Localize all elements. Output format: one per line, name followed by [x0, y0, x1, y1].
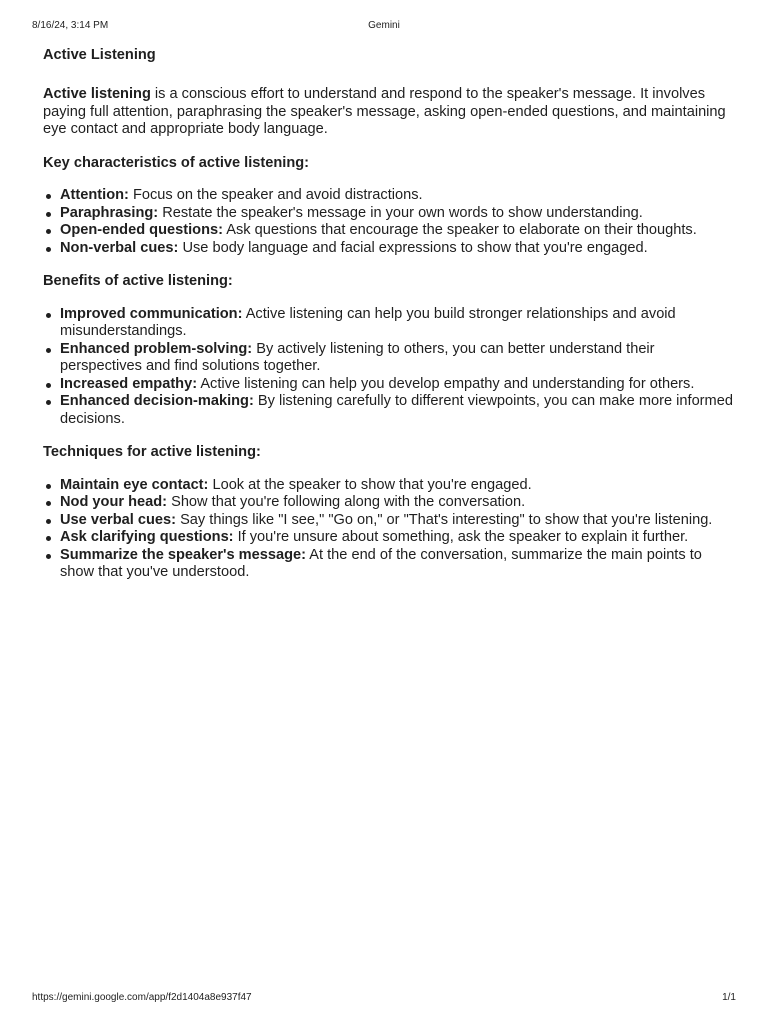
- list-item-term: Maintain eye contact:: [60, 476, 209, 493]
- key-characteristics-list: [43, 187, 733, 257]
- list-item: [60, 529, 733, 547]
- list-item-term: Paraphrasing:: [60, 204, 159, 221]
- bullet-icon: [46, 554, 51, 559]
- list-item-text: Ask questions that encourage the speaker to elaborate on their thoughts.: [222, 222, 697, 238]
- list-item: [60, 205, 733, 223]
- list-item-term: Enhanced problem-solving:: [60, 340, 253, 357]
- benefits-list: [43, 306, 733, 429]
- list-item: [60, 393, 733, 428]
- list-item-text: Focus on the speaker and avoid distractions.: [128, 187, 423, 203]
- list-item: [60, 306, 733, 341]
- list-item-term: Increased empathy:: [60, 375, 198, 392]
- bullet-icon: [46, 229, 51, 234]
- list-item-term: Use verbal cues:: [60, 511, 177, 528]
- list-item-term: Attention:: [60, 187, 129, 203]
- list-item: [60, 477, 733, 495]
- list-item-text: Look at the speaker to show that you're engaged.: [208, 476, 532, 493]
- bullet-icon: [46, 247, 51, 252]
- list-item-text: By listening carefully to different viewpoints, you can make more informed decisions.: [60, 393, 733, 427]
- section-heading-techniques: Techniques for active listening:: [43, 444, 261, 460]
- print-footer-page-number: 1/1: [722, 992, 736, 1003]
- list-item: [60, 240, 733, 258]
- section-heading-key-characteristics: Key characteristics of active listening:: [43, 154, 310, 171]
- intro-text: is a conscious effort to understand and respond to the speaker's message. It involves paying full attention, paraphrasing the speaker's message, asking open-ended questions, and maintaining eye contact and appropriate body language.: [43, 86, 726, 137]
- list-item: [60, 376, 733, 394]
- list-item: [60, 547, 733, 582]
- bullet-icon: [46, 400, 51, 405]
- list-item-text: If you're unsure about something, ask the speaker to explain it further.: [233, 529, 689, 545]
- print-header-title: Gemini: [368, 20, 400, 31]
- list-item-text: By actively listening to others, you can better understand their perspectives and find solutions together.: [60, 340, 655, 374]
- bullet-icon: [46, 501, 51, 506]
- section-heading-benefits: Benefits of active listening:: [43, 273, 233, 289]
- list-item-text: Say things like "I see," "Go on," or "That's interesting" to show that you're listening.: [176, 511, 713, 528]
- list-item-text: Use body language and facial expressions to show that you're engaged.: [178, 239, 648, 256]
- bullet-icon: [46, 536, 51, 541]
- document-title: Active Listening: [43, 47, 156, 63]
- print-header-datetime: 8/16/24, 3:14 PM: [32, 20, 109, 31]
- bullet-icon: [46, 313, 51, 318]
- list-item: [60, 512, 733, 530]
- list-item-text: At the end of the conversation, summarize the main points to show that you've understood.: [60, 546, 702, 580]
- bullet-icon: [46, 519, 51, 524]
- list-item-text: Show that you're following along with the conversation.: [167, 494, 526, 510]
- bullet-icon: [46, 194, 51, 199]
- list-item-term: Nod your head:: [60, 494, 168, 510]
- list-item-text: Restate the speaker's message in your own words to show understanding.: [158, 204, 643, 221]
- techniques-list: [43, 477, 733, 582]
- list-item-term: Ask clarifying questions:: [60, 529, 234, 545]
- print-footer: [0, 992, 768, 1006]
- list-item-term: Non-verbal cues:: [60, 239, 179, 256]
- list-item: [60, 494, 733, 512]
- document-body: [43, 44, 733, 582]
- list-item: [60, 187, 733, 205]
- list-item-term: Open-ended questions:: [60, 222, 223, 238]
- intro-bold-term: Active listening: [43, 86, 151, 102]
- list-item-term: Improved communication:: [60, 305, 243, 322]
- intro-paragraph: [43, 86, 733, 139]
- list-item-term: Enhanced decision-making:: [60, 393, 254, 409]
- bullet-icon: [46, 383, 51, 388]
- bullet-icon: [46, 484, 51, 489]
- list-item: [60, 341, 733, 376]
- list-item-text: Active listening can help you build stronger relationships and avoid misunderstandings.: [60, 305, 676, 339]
- bullet-icon: [46, 212, 51, 217]
- list-item-text: Active listening can help you develop empathy and understanding for others.: [197, 375, 695, 392]
- list-item: [60, 222, 733, 240]
- bullet-icon: [46, 348, 51, 353]
- print-header: [0, 20, 768, 34]
- list-item-term: Summarize the speaker's message:: [60, 546, 307, 563]
- print-footer-url: https://gemini.google.com/app/f2d1404a8e937f47: [32, 992, 252, 1003]
